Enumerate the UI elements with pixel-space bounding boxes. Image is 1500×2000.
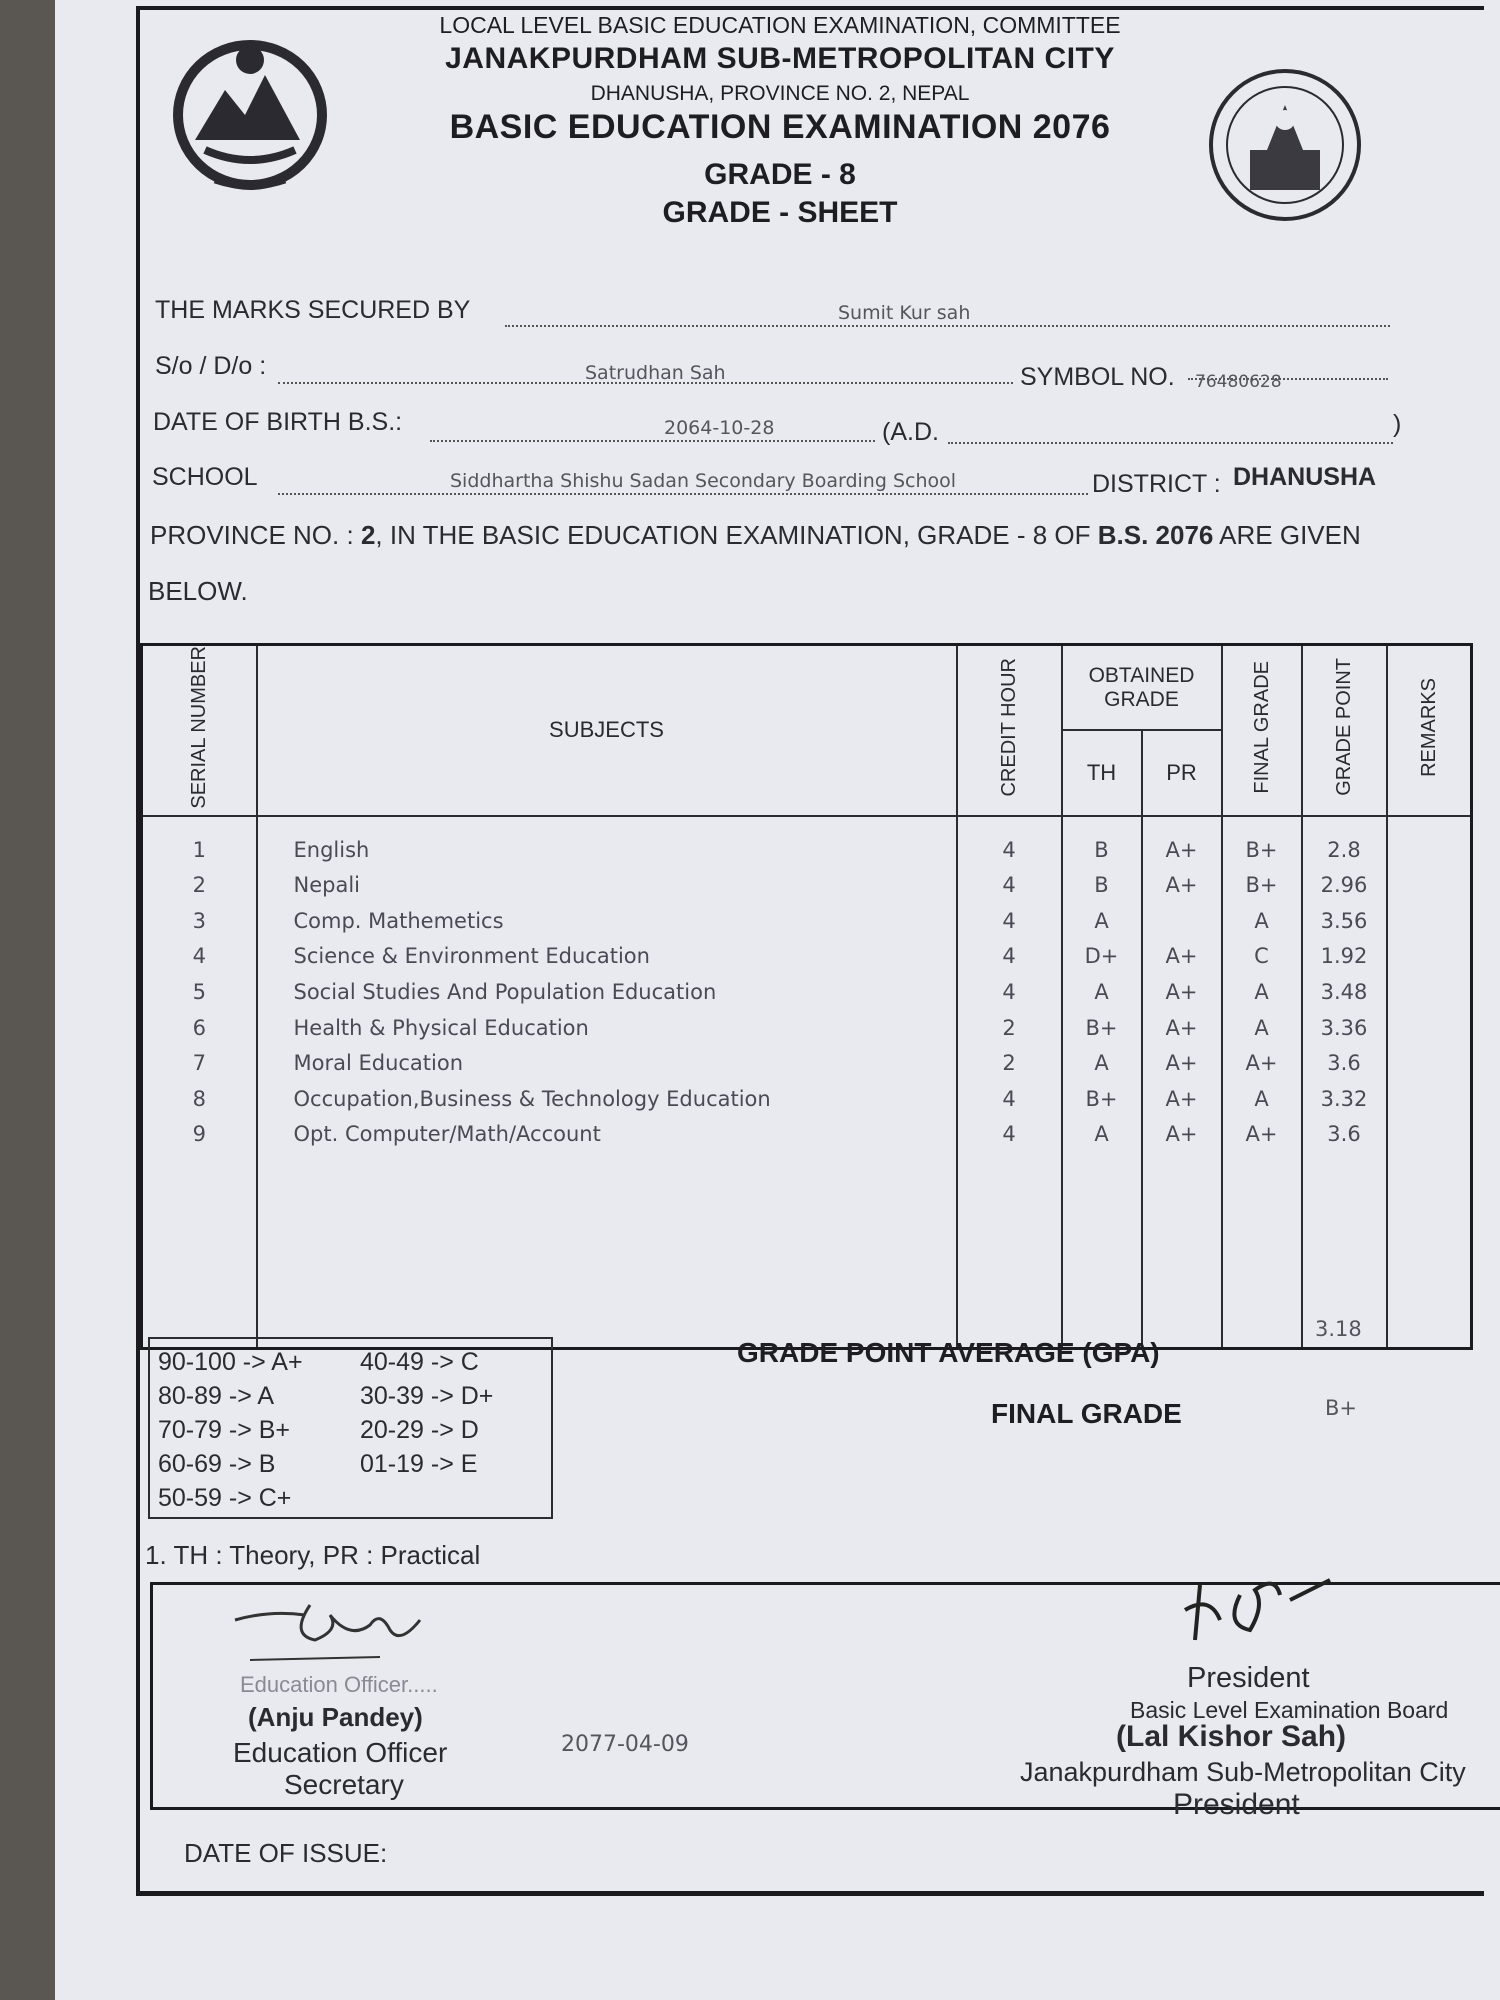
subject-cell: Comp. Mathemetics (293, 908, 504, 933)
sheet-title: GRADE - SHEET (662, 196, 898, 229)
scale-item: 90-100 -> A+ (158, 1348, 303, 1376)
point-cell: 3.36 (1320, 1015, 1368, 1040)
serial-cell: 8 (192, 1086, 206, 1111)
committee-title: LOCAL LEVEL BASIC EDUCATION EXAMINATION, COMMITTEE (439, 12, 1121, 38)
subject-cell: Health & Physical Education (293, 1015, 589, 1040)
th-cell: B+ (1085, 1086, 1118, 1111)
province-label: PROVINCE NO. : (150, 520, 354, 550)
subject-cell: English (293, 837, 370, 862)
credit-cell: 4 (1002, 1086, 1016, 1111)
scale-item: 50-59 -> C+ (158, 1484, 292, 1512)
th-cell: A (1094, 980, 1109, 1005)
scale-item: 80-89 -> A (158, 1382, 275, 1410)
obtained-header: OBTAINED GRADE (1062, 645, 1222, 731)
province-year: B.S. 2076 (1097, 520, 1214, 550)
symbol-label: SYMBOL NO. (1020, 363, 1175, 391)
right-signatory-role: President (1173, 1788, 1300, 1821)
final-cell: A+ (1245, 1051, 1278, 1076)
left-signatory-role: Secretary (284, 1769, 404, 1800)
final-header: FINAL GRADE (1222, 645, 1302, 816)
credit-cell: 4 (1002, 944, 1016, 969)
left-signatory-title: Education Officer (233, 1737, 448, 1768)
final-cell: A+ (1245, 1122, 1278, 1147)
serial-cell: 7 (192, 1051, 206, 1076)
exam-title: BASIC EDUCATION EXAMINATION 2076 (449, 108, 1111, 146)
point-column (1302, 816, 1387, 1349)
credit-cell: 4 (1002, 873, 1016, 898)
point-header: GRADE POINT (1302, 645, 1387, 816)
final-cell: A (1254, 908, 1269, 933)
serial-cell: 2 (192, 873, 206, 898)
dotted-line (278, 493, 1088, 495)
remarks-header: REMARKS (1387, 645, 1472, 816)
ad-label: (A.D. (882, 418, 939, 446)
right-signatory-city: Janakpurdham Sub-Metropolitan City (1020, 1757, 1466, 1787)
final-cell: A (1254, 1015, 1269, 1040)
th-cell: A (1094, 1122, 1109, 1147)
marks-label: THE MARKS SECURED BY (155, 296, 471, 324)
credit-header: CREDIT HOUR (957, 645, 1062, 816)
below-text: BELOW. (148, 576, 248, 606)
parent-label: S/o / D/o : (155, 352, 267, 380)
pr-cell: A+ (1165, 837, 1198, 862)
subject-cell: Science & Environment Education (293, 944, 650, 969)
pr-column (1142, 816, 1222, 1349)
th-cell: A (1094, 1051, 1109, 1076)
subjects-header: SUBJECTS (257, 645, 957, 816)
subject-cell: Moral Education (293, 1051, 464, 1076)
province-tail: ARE GIVEN (1219, 520, 1361, 550)
scale-item: 40-49 -> C (360, 1348, 479, 1376)
footnote: 1. TH : Theory, PR : Practical (145, 1540, 481, 1570)
right-signature-icon (1180, 1565, 1340, 1650)
location-title: DHANUSHA, PROVINCE NO. 2, NEPAL (590, 82, 970, 105)
credit-cell: 4 (1002, 1122, 1016, 1147)
subject-cell: Opt. Computer/Math/Account (293, 1122, 601, 1147)
serial-cell: 1 (192, 837, 206, 862)
serial-cell: 5 (192, 980, 206, 1005)
serial-cell: 4 (192, 944, 206, 969)
municipal-seal-icon (1205, 65, 1365, 225)
pr-cell: A+ (1165, 1015, 1198, 1040)
subject-cell: Social Studies And Population Education (293, 980, 717, 1005)
right-signatory-title: President (1187, 1662, 1310, 1694)
point-cell: 3.56 (1320, 908, 1368, 933)
pr-cell: A+ (1165, 1122, 1198, 1147)
point-cell: 3.6 (1327, 1051, 1361, 1076)
point-cell: 3.32 (1320, 1086, 1368, 1111)
credit-cell: 4 (1002, 837, 1016, 862)
school-name: Siddhartha Shishu Sadan Secondary Boarding School (450, 470, 957, 492)
gpa-label: GRADE POINT AVERAGE (GPA) (737, 1337, 1160, 1368)
final-column (1222, 816, 1302, 1349)
pr-cell: A+ (1165, 873, 1198, 898)
province-number: 2 (360, 520, 376, 550)
point-cell: 3.48 (1320, 980, 1368, 1005)
district-value: DHANUSHA (1233, 463, 1377, 491)
nepal-emblem-icon (165, 20, 335, 195)
scale-item: 70-79 -> B+ (158, 1416, 291, 1444)
scale-item: 30-39 -> D+ (360, 1382, 494, 1410)
scale-item: 20-29 -> D (360, 1416, 479, 1444)
left-stamp-text: Education Officer..... (240, 1672, 438, 1697)
point-cell: 2.96 (1320, 873, 1368, 898)
credit-cell: 2 (1002, 1051, 1016, 1076)
remarks-column (1387, 816, 1472, 1349)
th-cell: B (1094, 873, 1109, 898)
serial-header: SERIAL NUMBER (142, 645, 257, 816)
pr-cell: A+ (1165, 1086, 1198, 1111)
point-cell: 3.6 (1327, 1122, 1361, 1147)
pr-cell: A+ (1165, 944, 1198, 969)
dob-label: DATE OF BIRTH B.S.: (153, 408, 403, 436)
th-column (1062, 816, 1142, 1349)
serial-cell: 9 (192, 1122, 206, 1147)
grades-table (140, 643, 1473, 1350)
scale-item: 01-19 -> E (360, 1450, 478, 1478)
province-line (150, 520, 1361, 551)
pr-header: PR (1142, 730, 1222, 816)
serial-cell: 3 (192, 908, 206, 933)
district-label: DISTRICT : (1092, 470, 1221, 498)
credit-cell: 4 (1002, 908, 1016, 933)
final-grade-label: FINAL GRADE (991, 1398, 1182, 1429)
th-cell: A (1094, 908, 1109, 933)
point-cell: 2.8 (1327, 837, 1361, 862)
subject-cell: Nepali (293, 873, 360, 898)
left-signature-icon (230, 1595, 430, 1670)
pr-cell: A+ (1165, 1051, 1198, 1076)
parent-name: Satrudhan Sah (585, 362, 726, 384)
right-board-text: Basic Level Examination Board (1130, 1697, 1449, 1723)
gpa-value: 3.18 (1315, 1317, 1362, 1341)
point-cell: 1.92 (1320, 944, 1368, 969)
province-text: , IN THE BASIC EDUCATION EXAMINATION, GRADE - 8 OF (375, 520, 1091, 550)
th-cell: D+ (1084, 944, 1119, 969)
th-header: TH (1062, 730, 1142, 816)
grading-scale (148, 1337, 553, 1519)
dotted-line (505, 325, 1390, 327)
right-signatory-name: (Lal Kishor Sah) (1116, 1720, 1347, 1753)
scale-item: 60-69 -> B (158, 1450, 276, 1478)
th-cell: B+ (1085, 1015, 1118, 1040)
credit-column (957, 816, 1062, 1349)
pr-cell (1143, 904, 1221, 940)
pr-cell: A+ (1165, 980, 1198, 1005)
credit-cell: 4 (1002, 980, 1016, 1005)
grade-title: GRADE - 8 (704, 158, 856, 191)
left-signatory-name: (Anju Pandey) (248, 1702, 423, 1732)
signing-date: 2077-04-09 (561, 1732, 689, 1757)
final-grade-value: B+ (1325, 1396, 1358, 1420)
student-name: Sumit Kur sah (838, 302, 971, 324)
subject-cell: Occupation,Business & Technology Education (293, 1086, 771, 1111)
final-cell: A (1254, 1086, 1269, 1111)
th-cell: B (1094, 837, 1109, 862)
symbol-number: 76480628 (1195, 372, 1282, 392)
final-cell: B+ (1245, 837, 1278, 862)
final-cell: A (1254, 980, 1269, 1005)
final-cell: B+ (1245, 873, 1278, 898)
school-label: SCHOOL (152, 463, 258, 491)
serial-column (142, 816, 257, 1349)
final-cell: C (1254, 944, 1269, 969)
dotted-line (948, 442, 1393, 444)
serial-cell: 6 (192, 1015, 206, 1040)
dotted-line (430, 440, 875, 442)
ad-close: ) (1393, 410, 1402, 438)
date-of-issue-label: DATE OF ISSUE: (184, 1838, 388, 1868)
dob-value: 2064-10-28 (664, 417, 775, 439)
credit-cell: 2 (1002, 1015, 1016, 1040)
subject-column (257, 816, 957, 1349)
city-title: JANAKPURDHAM SUB-METROPOLITAN CITY (445, 42, 1115, 75)
